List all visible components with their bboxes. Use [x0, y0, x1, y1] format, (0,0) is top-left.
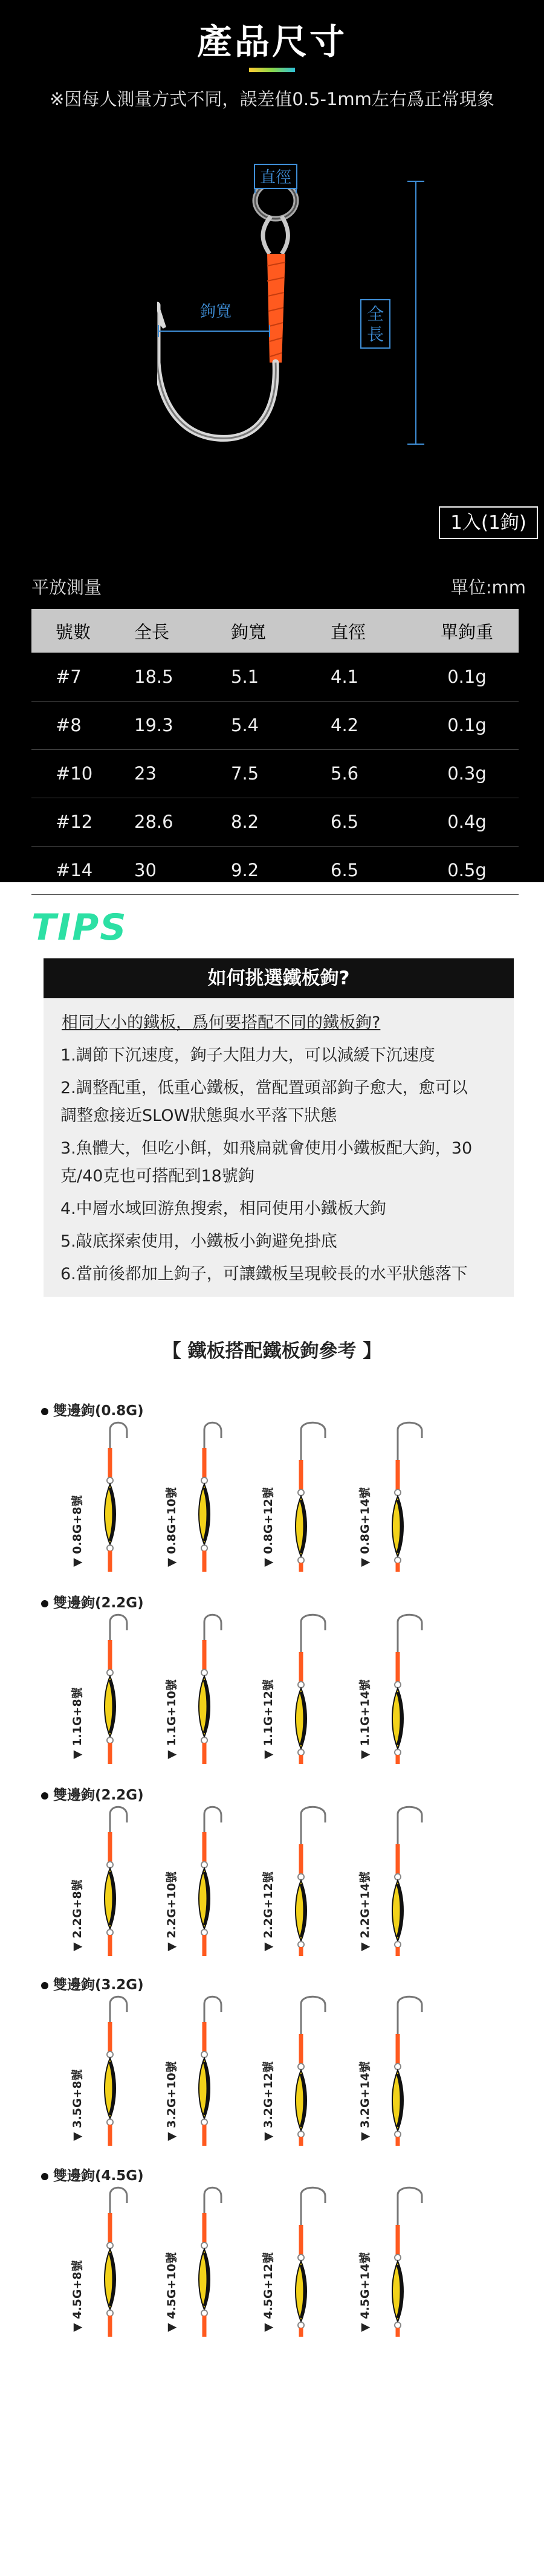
tips-line: 2.調整配重，低重心鐵板，當配置頭部鉤子愈大，愈可以	[60, 1079, 468, 1097]
group-name: 雙邊鉤(0.8G)	[53, 1403, 144, 1419]
rig-label: ▼ 3.2G+12號	[262, 2061, 275, 2141]
table-header-cell: 鉤寬	[213, 609, 312, 653]
rig-label: ▼ 4.5G+14號	[358, 2252, 372, 2332]
assist-hook-icon	[204, 1422, 221, 1466]
assist-hook-icon	[204, 2187, 221, 2231]
assist-hook-icon	[301, 2187, 325, 2243]
tips-line: 5.敲底探索使用，小鐵板小鉤避免掛底	[60, 1232, 337, 1251]
rig-label-text: 0.8G+14號	[358, 1487, 372, 1554]
rig-label: ▼ 3.5G+8號	[71, 2069, 84, 2141]
table-cell: 8.2	[213, 798, 312, 846]
black-dot-icon	[41, 1600, 48, 1607]
table-header-cell: 直徑	[312, 609, 415, 653]
rig-label: ▼ 4.5G+10號	[165, 2252, 178, 2332]
black-dot-icon	[41, 2173, 48, 2180]
rig-label: ▼ 3.2G+10號	[165, 2061, 178, 2141]
assist-hook-icon	[110, 1615, 127, 1658]
rig-label-text: 4.5G+10號	[165, 2252, 178, 2319]
group-heading	[41, 1784, 144, 1804]
rig-label: ▼ 1.1G+10號	[165, 1679, 178, 1759]
table-cell: 5.6	[312, 749, 415, 798]
tips-badge: TIPS	[31, 906, 128, 949]
tips-line: 克/40克也可搭配到18號鉤	[60, 1167, 254, 1186]
rig-label-text: 2.2G+14號	[358, 1871, 372, 1938]
group-heading	[41, 1974, 144, 1993]
assist-hook-icon	[301, 1997, 325, 2052]
jig-rig-illustration	[283, 1610, 349, 1767]
table-cell: 30	[116, 846, 213, 894]
table-header-cell: 單鉤重	[415, 609, 519, 653]
table-cell: 0.5g	[415, 846, 519, 894]
diameter-label: 直徑	[259, 169, 292, 187]
table-row	[31, 749, 519, 798]
table-cell: 5.4	[213, 701, 312, 749]
rig-label: ▼ 2.2G+14號	[358, 1871, 372, 1951]
rig-label: ▼ 4.5G+8號	[71, 2260, 84, 2332]
jig-rig-illustration	[380, 1802, 446, 1959]
jig-rig-illustration	[92, 2183, 158, 2340]
rig-label-text: 3.2G+10號	[165, 2061, 178, 2128]
jig-rig-illustration	[283, 1418, 349, 1575]
tips-box	[44, 998, 514, 1297]
rig-label-text: 3.2G+14號	[358, 2061, 372, 2128]
table-cell: 0.1g	[415, 701, 519, 749]
jig-rig-illustration	[92, 1418, 158, 1575]
jig-rig-illustration	[92, 1610, 158, 1767]
black-dot-icon	[41, 1982, 48, 1989]
section-title: 產品尺寸	[196, 21, 347, 62]
jig-rig-illustration	[380, 1992, 446, 2149]
assist-hook-icon	[204, 1615, 221, 1658]
size-spec-section	[0, 0, 544, 882]
jig-rig-illustration	[283, 2183, 349, 2340]
table-cell: 4.2	[312, 701, 415, 749]
table-cell: 18.5	[116, 653, 213, 701]
jig-rig-illustration	[380, 1418, 446, 1575]
rig-label: ▼ 2.2G+12號	[262, 1871, 275, 1951]
assist-hook-icon	[301, 1422, 325, 1478]
tips-line: 調整愈接近SLOW狀態與水平落下狀態	[60, 1106, 337, 1125]
rig-label: ▼ 0.8G+12號	[262, 1487, 275, 1567]
assist-hook-icon	[110, 1997, 127, 2040]
pack-quantity-tag: 1入(1鉤)	[439, 506, 538, 539]
rig-label: ▼ 2.2G+10號	[165, 1871, 178, 1951]
rig-label-text: 0.8G+12號	[262, 1487, 275, 1554]
assist-hook-diagram	[157, 163, 471, 526]
table-row	[31, 701, 519, 749]
rig-label: ▼ 2.2G+8號	[71, 1879, 84, 1951]
group-name: 雙邊鉤(3.2G)	[53, 1977, 144, 1993]
table-cell: #8	[31, 701, 116, 749]
rig-label: ▼ 1.1G+12號	[262, 1679, 275, 1759]
table-row	[31, 846, 519, 894]
assist-hook-icon	[398, 2187, 422, 2243]
group-heading	[41, 1399, 144, 1419]
table-cell: 0.4g	[415, 798, 519, 846]
group-name: 雙邊鉤(2.2G)	[53, 1595, 144, 1611]
assist-hook-icon	[110, 2187, 127, 2231]
tips-header: 如何挑選鐵板鉤?	[44, 958, 514, 998]
rig-label-text: 3.2G+12號	[262, 2061, 275, 2128]
jig-rig-illustration	[283, 1802, 349, 1959]
table-cell: 9.2	[213, 846, 312, 894]
table-row	[31, 653, 519, 701]
table-header-cell: 號數	[31, 609, 116, 653]
black-dot-icon	[41, 1408, 48, 1415]
black-dot-icon	[41, 1792, 48, 1800]
jig-rig-illustration	[186, 1802, 253, 1959]
jig-rig-illustration	[186, 2183, 253, 2340]
assist-hook-icon	[398, 1997, 422, 2052]
rig-label-text: 2.2G+12號	[262, 1871, 275, 1938]
jig-rig-illustration	[186, 1992, 253, 2149]
assist-hook-icon	[398, 1807, 422, 1862]
tips-line: 4.中層水域回游魚搜索，相同使用小鐵板大鉤	[60, 1199, 386, 1218]
length-label-top: 全	[366, 304, 384, 324]
table-cell: #14	[31, 846, 116, 894]
assist-hook-icon	[398, 1615, 422, 1670]
table-cell: #7	[31, 653, 116, 701]
jig-rig-illustration	[186, 1418, 253, 1575]
jig-rig-illustration	[380, 1610, 446, 1767]
assist-hook-icon	[204, 1807, 221, 1850]
table-cell: 23	[116, 749, 213, 798]
group-heading	[41, 2164, 144, 2184]
jig-rig-illustration	[92, 1802, 158, 1959]
rig-label-text: 4.5G+12號	[262, 2252, 275, 2319]
group-name: 雙邊鉤(2.2G)	[53, 1787, 144, 1803]
tips-question: 相同大小的鐵板，爲何要搭配不同的鐵板鉤?	[62, 1013, 381, 1032]
table-cell: 28.6	[116, 798, 213, 846]
jig-rig-illustration	[380, 2183, 446, 2340]
table-cell: 6.5	[312, 798, 415, 846]
rig-label-text: 2.2G+8號	[71, 1879, 84, 1938]
rig-label: ▼ 1.1G+8號	[71, 1687, 84, 1759]
tips-line: 3.魚體大，但吃小餌，如飛扁就會使用小鐵板配大鉤，30	[60, 1139, 473, 1158]
assist-hook-icon	[110, 1807, 127, 1850]
table-row	[31, 798, 519, 846]
table-cell: 0.3g	[415, 749, 519, 798]
rig-label-text: 1.1G+8號	[71, 1687, 84, 1746]
length-label-bottom: 長	[366, 324, 384, 344]
rig-label-text: 0.8G+10號	[165, 1487, 178, 1554]
tips-line: 1.調節下沉速度，鉤子大阻力大，可以減緩下沉速度	[60, 1046, 435, 1065]
rig-label: ▼ 0.8G+8號	[71, 1495, 84, 1567]
table-header-cell: 全長	[116, 609, 213, 653]
table-cell: 19.3	[116, 701, 213, 749]
measurement-note: ※因每人測量方式不同，誤差值0.5-1mm左右爲正常現象	[50, 89, 494, 109]
table-cell: 4.1	[312, 653, 415, 701]
group-heading	[41, 1592, 144, 1612]
rig-label-text: 2.2G+10號	[165, 1871, 178, 1938]
measure-method-label: 平放測量	[31, 577, 102, 598]
assist-hook-icon	[204, 1997, 221, 2040]
assist-hook-icon	[301, 1807, 325, 1862]
rig-label: ▼ 1.1G+14號	[358, 1679, 372, 1759]
table-cell: 7.5	[213, 749, 312, 798]
jig-rig-illustration	[186, 1610, 253, 1767]
rig-label-text: 4.5G+14號	[358, 2252, 372, 2319]
group-name: 雙邊鉤(4.5G)	[53, 2168, 144, 2184]
jig-rig-illustration	[92, 1992, 158, 2149]
assist-hook-icon	[110, 1422, 127, 1466]
rig-label-text: 1.1G+14號	[358, 1679, 372, 1746]
gap-label: 鉤寬	[199, 303, 232, 321]
unit-label: 單位:mm	[450, 577, 526, 598]
table-cell: #10	[31, 749, 116, 798]
table-cell: #12	[31, 798, 116, 846]
rig-label-text: 0.8G+8號	[71, 1495, 84, 1554]
rig-label-text: 4.5G+8號	[71, 2260, 84, 2319]
table-cell: 0.1g	[415, 653, 519, 701]
rig-label: ▼ 4.5G+12號	[262, 2252, 275, 2332]
rig-label: ▼ 0.8G+10號	[165, 1487, 178, 1567]
tips-line: 6.當前後都加上鉤子，可讓鐵板呈現較長的水平狀態落下	[60, 1265, 468, 1283]
table-cell: 6.5	[312, 846, 415, 894]
rig-label-text: 1.1G+10號	[165, 1679, 178, 1746]
reference-title: 【 鐵板搭配鐵板鉤參考 】	[162, 1340, 382, 1362]
rig-label-text: 1.1G+12號	[262, 1679, 275, 1746]
rig-label-text: 3.5G+8號	[71, 2069, 84, 2128]
rig-label: ▼ 0.8G+14號	[358, 1487, 372, 1567]
assist-hook-icon	[398, 1422, 422, 1478]
title-underline	[249, 68, 295, 72]
jig-rig-illustration	[283, 1992, 349, 2149]
size-table	[31, 609, 519, 895]
assist-hook-icon	[301, 1615, 325, 1670]
table-cell: 5.1	[213, 653, 312, 701]
rig-label: ▼ 3.2G+14號	[358, 2061, 372, 2141]
